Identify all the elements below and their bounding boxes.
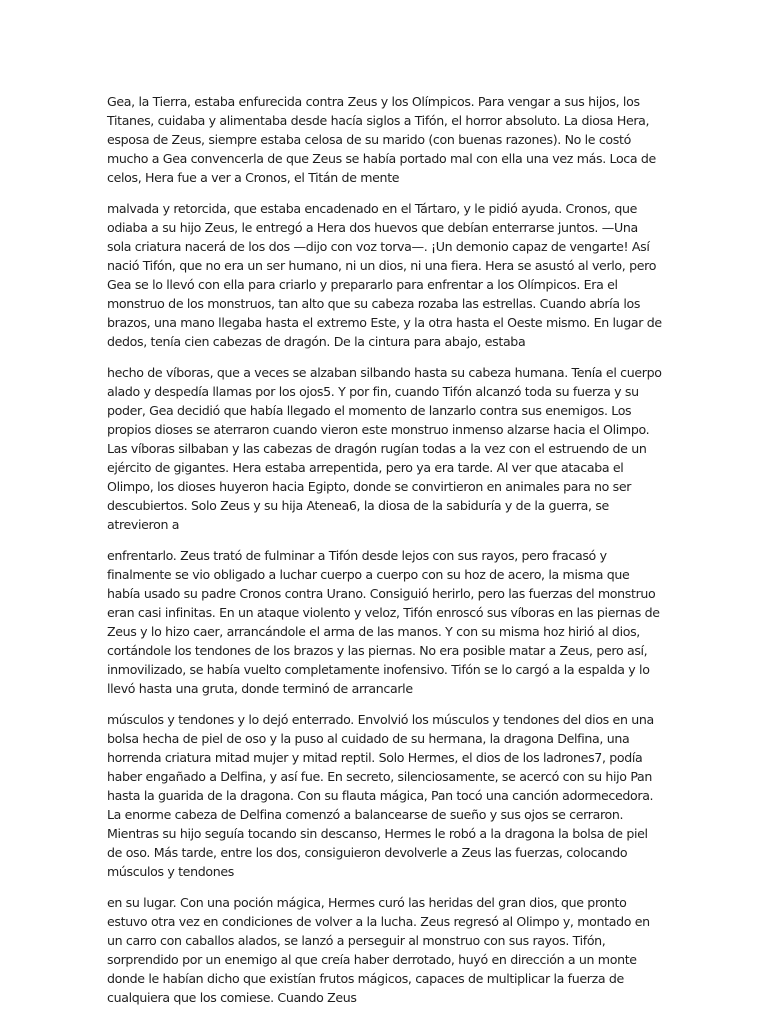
- paragraph-1: Gea, la Tierra, estaba enfurecida contra Zeus y los Olímpicos. Para vengar a sus hijos, los Titanes, cuidaba y alimentaba desde hacía siglos a Tifón, el horror absoluto. La diosa Hera, esposa de Zeus, siempre estaba celosa de su marido (con buenas razones). No le costó mucho a Gea convencerla de que Zeus se había portado mal con ella una vez más. Loca de celos, Hera fue a ver a Cronos, el Titán de mente: [107, 94, 656, 185]
- paragraph-6: en su lugar. Con una poción mágica, Hermes curó las heridas del gran dios, que pronto estuvo otra vez en condiciones de volver a la lucha. Zeus regresó al Olimpo y, montado en un carro con caballos alados, se lanzó a perseguir al monstruo con sus rayos. Tifón, sorprendido por un enemigo al que creía haber derrotado, huyó en dirección a un monte donde le habían dicho que existían frutos mágicos, capaces de multiplicar la fuerza de cualquiera que los comiese. Cuando Zeus: [107, 895, 650, 1005]
- paragraph-3: hecho de víboras, que a veces se alzaban silbando hasta su cabeza humana. Tenía el cuerpo alado y despedía llamas por los ojos5. Y por fin, cuando Tifón alcanzó toda su fuerza y su poder, Gea decidió que había llegado el momento de lanzarlo contra sus enemigos. Los propios dioses se aterraron cuando vieron este monstruo inmenso alzarse hacia el Olimpo. Las víboras silbaban y las cabezas de dragón rugían todas a la vez con el estruendo de un ejército de gigantes. Hera estaba arrepentida, pero ya era tarde. Al ver que atacaba el Olimpo, los dioses huyeron hacia Egipto, donde se convirtieron en animales para no ser descubiertos. Solo Zeus y su hija Atenea6, la diosa de la sabiduría y de la guerra, se atrevieron a: [107, 365, 662, 532]
- paragraph-2: malvada y retorcida, que estaba encadenado en el Tártaro, y le pidió ayuda. Cronos, que odiaba a su hijo Zeus, le entregó a Hera dos huevos que debían enterrarse juntos. —Una sola criatura nacerá de los dos —dijo con voz torva—. ¡Un demonio capaz de vengarte! Así nació Tifón, que no era un ser humano, ni un dios, ni una fiera. Hera se asustó al verlo, pero Gea se lo llevó con ella para criarlo y prepararlo para enfrentar a los Olímpicos. Era el monstruo de los monstruos, tan alto que su cabeza rozaba las estrellas. Cuando abría los brazos, una mano llegaba hasta el extremo Este, y la otra hasta el Oeste mismo. En lugar de dedos, tenía cien cabezas de dragón. De la cintura para abajo, estaba: [107, 201, 662, 349]
- paragraph-5: músculos y tendones y lo dejó enterrado. Envolvió los músculos y tendones del dios en una bolsa hecha de piel de oso y la puso al cuidado de su hermana, la dragona Delfina, una horrenda criatura mitad mujer y mitad reptil. Solo Hermes, el dios de los ladrones7, podía haber engañado a Delfina, y así fue. En secreto, silenciosamente, se acercó con su hijo Pan hasta la guarida de la dragona. Con su flauta mágica, Pan tocó una canción adormecedora. La enorme cabeza de Delfina comenzó a balancearse de sueño y sus ojos se cerraron. Mientras su hijo seguía tocando sin descanso, Hermes le robó a la dragona la bolsa de piel de oso. Más tarde, entre los dos, consiguieron devolverle a Zeus las fuerzas, colocando músculos y tendones: [107, 712, 654, 879]
- paragraph-4: enfrentarlo. Zeus trató de fulminar a Tifón desde lejos con sus rayos, pero fracasó y finalmente se vio obligado a luchar cuerpo a cuerpo con su hoz de acero, la misma que había usado su padre Cronos contra Urano. Consiguió herirlo, pero las fuerzas del monstruo eran casi infinitas. En un ataque violento y veloz, Tifón enroscó sus víboras en las piernas de Zeus y lo hizo caer, arrancándole el arma de las manos. Y con su misma hoz hirió al dios, cortándole los tendones de los brazos y las piernas. No era posible matar a Zeus, pero así, inmovilizado, se había vuelto completamente inofensivo. Tifón se lo cargó a la espalda y lo llevó hasta una gruta, donde terminó de arrancarle: [107, 548, 660, 696]
- text-column: [107, 92, 663, 1019]
